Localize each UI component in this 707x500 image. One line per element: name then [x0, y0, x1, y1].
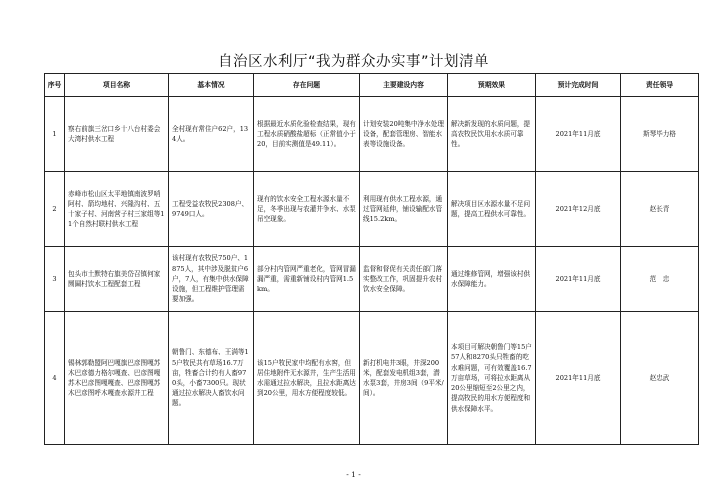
cell-content: 利用现有供水工程水源，通过管网延伸，铺设输配水管线15.2km。 [360, 172, 448, 247]
cell-effect: 本项目可解决朝鲁门等15户57人和8270头只牲畜的吃水难问题，可有效覆盖16.7万亩草场，可将拉水距离从20公里缩短至2公里之内，提高牧民的用水方便程度和供水保障水平。 [448, 312, 536, 445]
cell-leader: 赵忠武 [621, 312, 699, 445]
table-header-row [45, 74, 699, 97]
cell-no: 4 [45, 312, 65, 445]
cell-project-name: 赤峰市松山区太平地镇南波罗哨阿村、箭均地村、兴隆沟村、五十家子村、河南营子村三家组等11个自然村联村供水工程 [65, 172, 169, 247]
cell-effect: 解决新发现的水质问题，提高农牧民饮用水水质可靠性。 [448, 97, 536, 172]
cell-time: 2021年12月底 [536, 172, 621, 247]
cell-problem: 根据最近水质化验检查结果，现有工程水质硝酸盐超标（正常值小于20，目前实测值是49.11）。 [254, 97, 360, 172]
cell-leader: 范 忠 [621, 247, 699, 312]
header-no: 序号 [45, 74, 65, 97]
cell-time: 2021年11月底 [536, 247, 621, 312]
cell-problem: 部分村内管网严重老化，管网冒漏漏严重，需重新铺设村内管网1.5km。 [254, 247, 360, 312]
cell-effect: 通过维修管网，增强该村供水保障能力。 [448, 247, 536, 312]
cell-no: 1 [45, 97, 65, 172]
cell-time: 2021年11月底 [536, 97, 621, 172]
cell-no: 3 [45, 247, 65, 312]
cell-project-name: 锡林郭勒盟阿巴嘎旗巴彦图嘎苏木巴彦德力格尔嘎查、巴彦图嘎苏木巴彦图嘎嘎查、巴彦图嘎苏木巴彦图呼木嘎查水源井工程 [65, 312, 169, 445]
page-title: 自治区水利厅“我为群众办实事”计划清单 [217, 54, 490, 70]
cell-effect: 解决项目区水源水量不足问题，提高工程供水可靠性。 [448, 172, 536, 247]
header-content: 主要建设内容 [360, 74, 448, 97]
page-number: - 1 - [346, 470, 361, 479]
header-leader: 责任领导 [621, 74, 699, 97]
plan-table [44, 73, 699, 445]
header-situation: 基本情况 [169, 74, 254, 97]
cell-project-name: 察右前旗三岔口乡十八台村委会大湾村供水工程 [65, 97, 169, 172]
table-row [45, 312, 699, 445]
cell-situation: 工程受益农牧民2308户、9749口人。 [169, 172, 254, 247]
header-problem: 存在问题 [254, 74, 360, 97]
cell-situation: 朝鲁门、东德布、王满等15户牧民共有草场16.7万亩，牲畜合计约有人畜970头，小畜7300只。现状通过拉水解决人畜饮水问题。 [169, 312, 254, 445]
header-project-name: 项目名称 [65, 74, 169, 97]
cell-content: 新打机电井3眼，井深200米，配套发电机组3套，潜水泵3套，井房3间（9平米/间）。 [360, 312, 448, 445]
table-row [45, 247, 699, 312]
header-effect: 预期效果 [448, 74, 536, 97]
table-row [45, 172, 699, 247]
header-time: 预计完成时间 [536, 74, 621, 97]
cell-project-name: 包头市土默特右旗美岱召镇何家圐圙村饮水工程配套工程 [65, 247, 169, 312]
cell-time: 2021年11月底 [536, 312, 621, 445]
cell-problem: 现有的饮水安全工程水源水量不足，冬季出现与农灌井争水、水泵吊空现象。 [254, 172, 360, 247]
table-row [45, 97, 699, 172]
cell-no: 2 [45, 172, 65, 247]
cell-leader: 斯琴毕力格 [621, 97, 699, 172]
cell-content: 计划安装20吨集中净水处理设备，配套管理房、智能水表等设施设备。 [360, 97, 448, 172]
cell-problem: 该15户牧民家中均配有水窖，但居住地附件无水源井，生产生活用水需通过拉水解决，且拉水距离达到20公里，用水方便程度较低。 [254, 312, 360, 445]
cell-situation: 全村现有常住户62户，134人。 [169, 97, 254, 172]
cell-leader: 赵长青 [621, 172, 699, 247]
cell-content: 监督和督促有关责任部门落实整改工作，巩固提升农村饮水安全保障。 [360, 247, 448, 312]
cell-situation: 该村现有农牧民750户、1875人，其中涉及脱贫户6户，7人，有集中供水保障设施，但工程维护管理需要加强。 [169, 247, 254, 312]
